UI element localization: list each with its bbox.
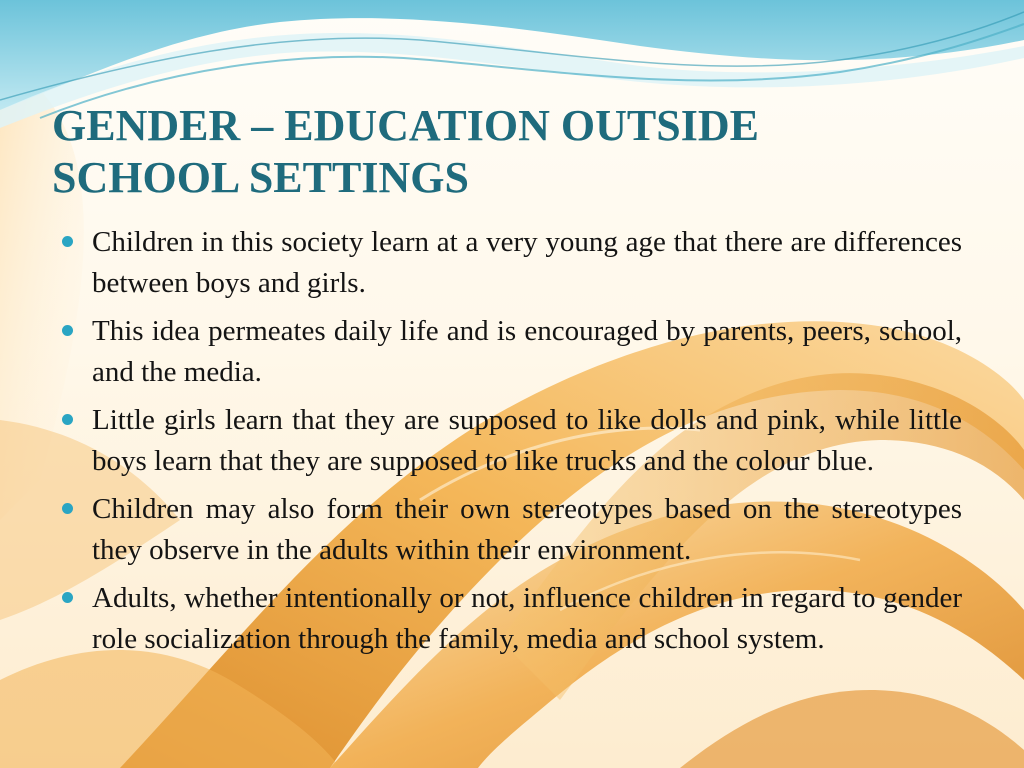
bullet-dot-icon [62, 592, 73, 603]
bullet-dot-icon [62, 414, 73, 425]
bullet-text: Adults, whether intentionally or not, influence children in regard to gender role socialization through the family, media and school system. [92, 582, 962, 655]
bullet-dot-icon [62, 325, 73, 336]
list-item [62, 489, 962, 571]
list-item [62, 578, 962, 660]
list-item [62, 222, 962, 304]
list-item [62, 311, 962, 393]
bullet-text: Little girls learn that they are supposed to like dolls and pink, while little boys learn that they are supposed to like trucks and the colour blue. [92, 404, 962, 477]
bullet-list [62, 222, 962, 667]
slide-title: GENDER – EDUCATION OUTSIDE SCHOOL SETTINGS [52, 101, 759, 202]
bullet-dot-icon [62, 236, 73, 247]
list-item [62, 400, 962, 482]
bullet-text: Children in this society learn at a very young age that there are differences between boys and girls. [92, 226, 962, 299]
bullet-text: Children may also form their own stereotypes based on the stereotypes they observe in the adults within their environment. [92, 493, 962, 566]
bullet-dot-icon [62, 503, 73, 514]
bullet-text: This idea permeates daily life and is encouraged by parents, peers, school, and the media. [92, 315, 962, 388]
